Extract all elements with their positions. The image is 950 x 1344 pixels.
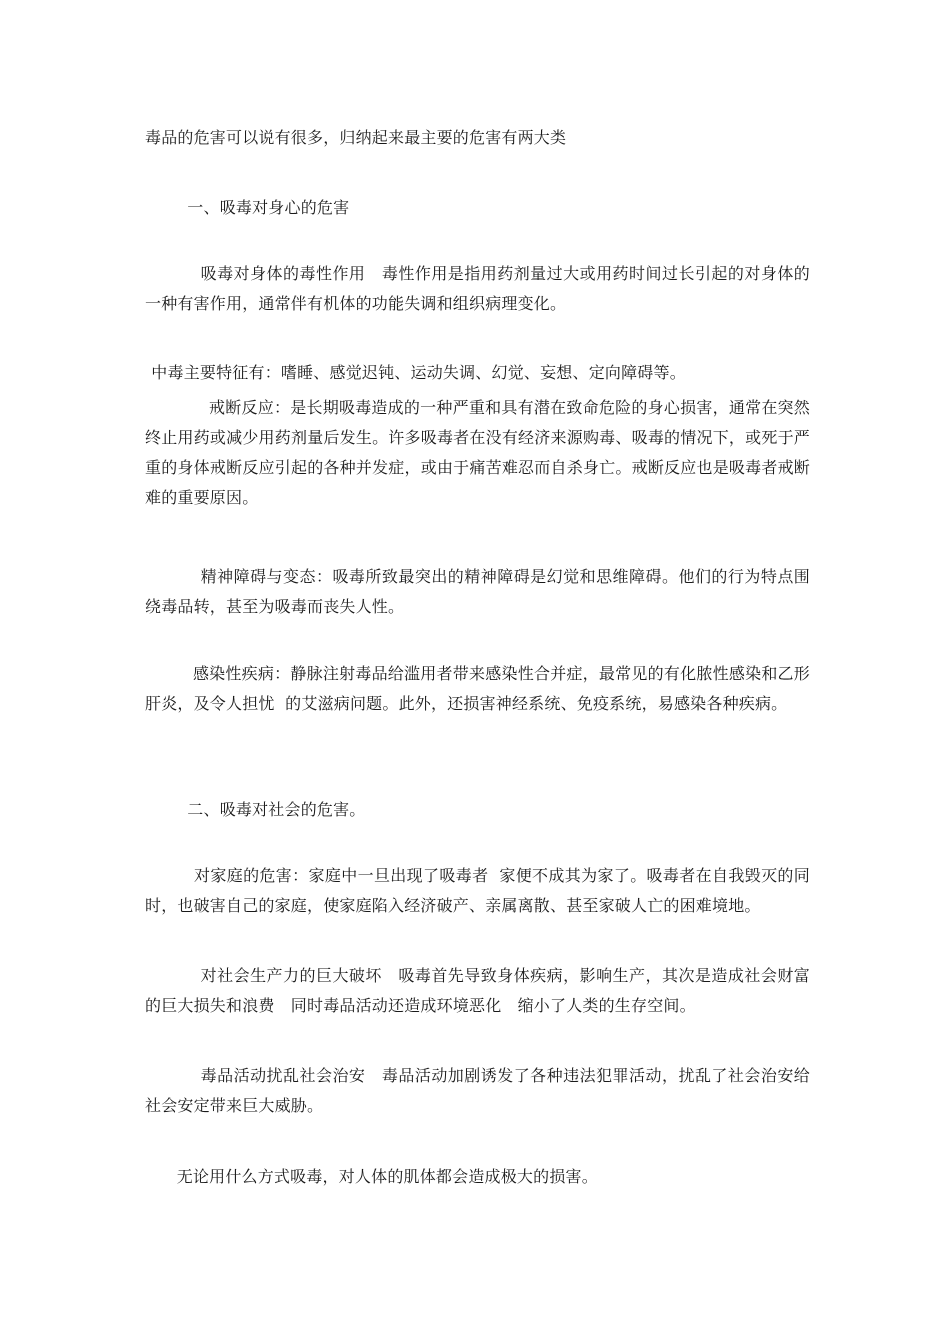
mental-disorder-paragraph: 精神障碍与变态：吸毒所致最突出的精神障碍是幻觉和思维障碍。他们的行为特点围绕毒品转，甚至为吸毒而丧失人性。 <box>145 567 811 616</box>
closing-paragraph: 无论用什么方式吸毒，对人体的肌体都会造成极大的损害。 <box>145 1167 598 1186</box>
section-heading-society: 二、吸毒对社会的危害。 <box>145 800 366 819</box>
withdrawal-paragraph: 戒断反应：是长期吸毒造成的一种严重和具有潜在致命危险的身心损害，通常在突然终止用药或减少用药剂量后发生。许多吸毒者在没有经济来源购毒、吸毒的情况下，或死于严重的身体戒断反应引起的各种并发症，或由于痛苦难忍而自杀身亡。戒断反应也是吸毒者戒断难的重要原因。 <box>145 398 811 507</box>
productivity-harm-paragraph: 对社会生产力的巨大破坏 吸毒首先导致身体疾病，影响生产，其次是造成社会财富的巨大损失和浪费 同时毒品活动还造成环境恶化 缩小了人类的生存空间。 <box>145 966 811 1015</box>
public-order-paragraph: 毒品活动扰乱社会治安 毒品活动加剧诱发了各种违法犯罪活动，扰乱了社会治安给社会安定带来巨大威胁。 <box>145 1066 811 1115</box>
section-heading-body-mind: 一、吸毒对身心的危害 <box>145 198 350 217</box>
symptoms-paragraph: 中毒主要特征有：嗜睡、感觉迟钝、运动失调、幻觉、妄想、定向障碍等。 <box>146 363 686 382</box>
intro-paragraph: 毒品的危害可以说有很多，归纳起来最主要的危害有两大类 <box>145 128 567 147</box>
infection-paragraph: 感染性疾病：静脉注射毒品给滥用者带来感染性合并症，最常见的有化脓性感染和乙形肝炎，及令人担忧 的艾滋病问题。此外，还损害神经系统、免疫系统，易感染各种疾病。 <box>145 664 810 713</box>
family-harm-paragraph: 对家庭的危害：家庭中一旦出现了吸毒者 家便不成其为家了。吸毒者在自我毁灭的同时，也破害自己的家庭，使家庭陷入经济破产、亲属离散、甚至家破人亡的困难境地。 <box>145 866 810 915</box>
toxic-effect-paragraph: 吸毒对身体的毒性作用 毒性作用是指用药剂量过大或用药时间过长引起的对身体的一种有害作用，通常伴有机体的功能失调和组织病理变化。 <box>145 264 811 313</box>
